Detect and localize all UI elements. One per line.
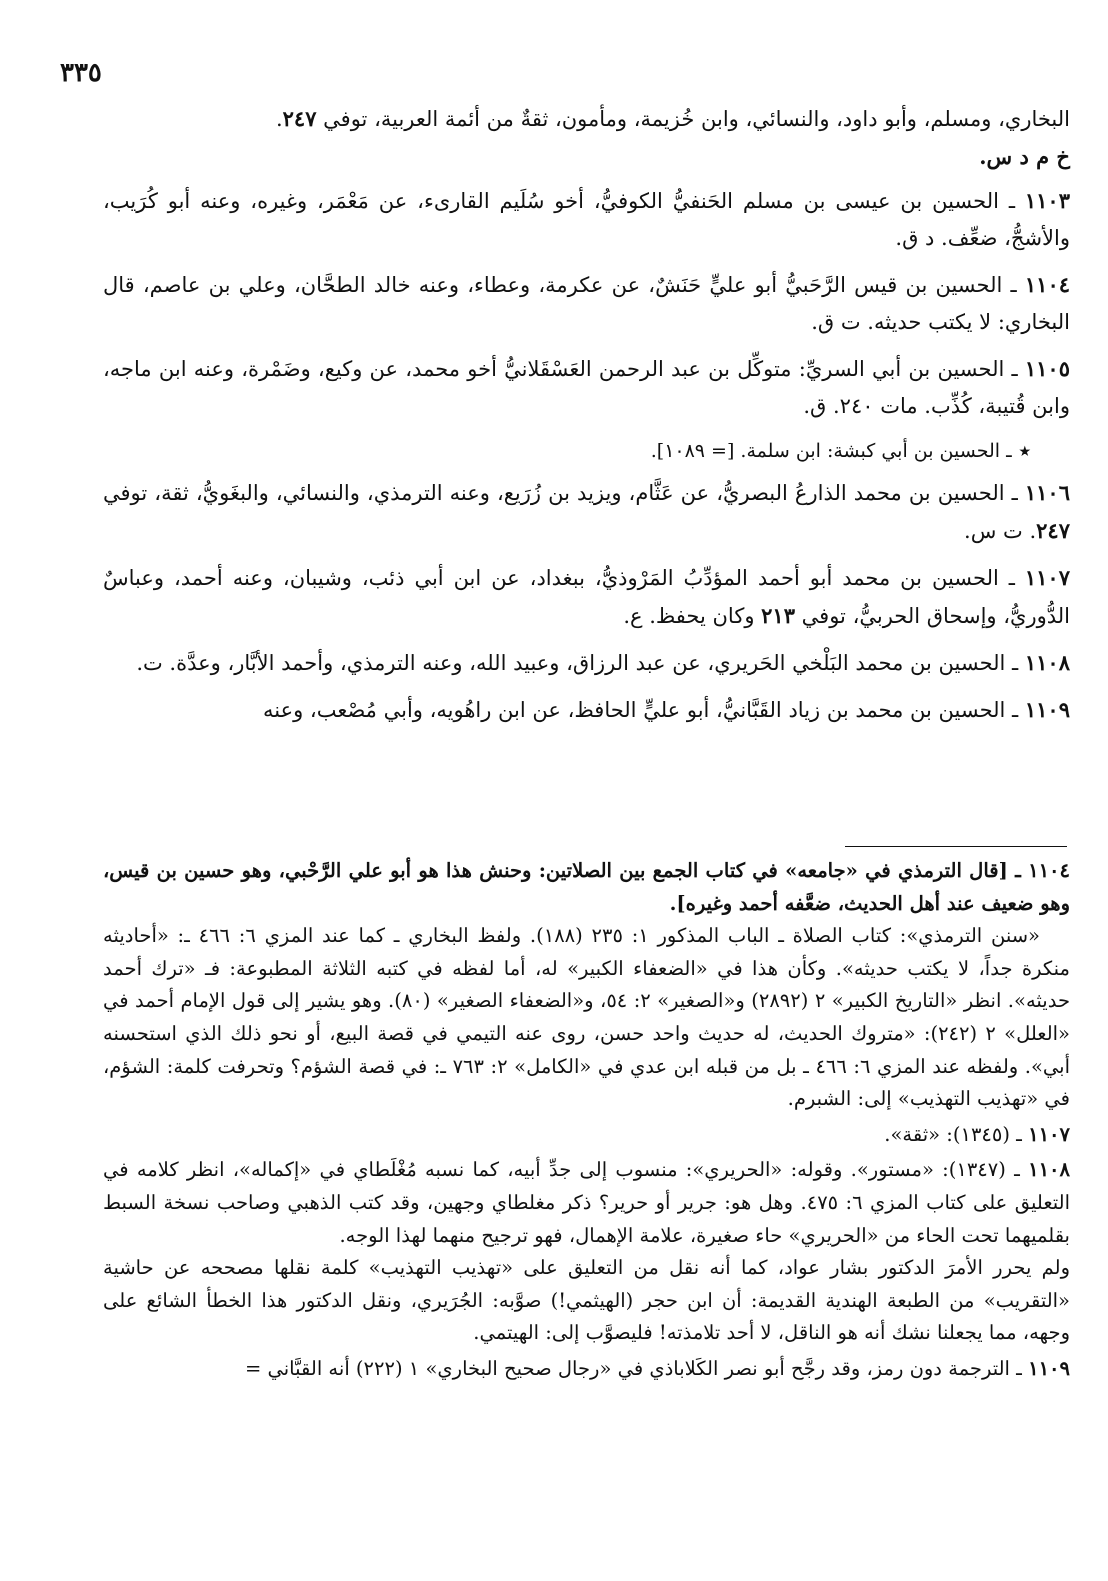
entry-text: ـ الحسين بن محمد أبو أحمد المؤدِّبُ المَرْوذيُّ، ببغداد، عن ابن أبي ذئب، وشيبان، وعنه أحمد، وعباسٌ الدُّوريُّ، وإسحاق الحربيُّ، توفي	[103, 566, 1070, 628]
entry-continuation	[103, 100, 1070, 176]
entry-text: ـ الحسين بن محمد الذارعُ البصريُّ، عن عَثَّام، ويزيد بن زُرَيع، وعنه الترمذي، والنسائي، والبغَويُّ، ثقة، توفي	[103, 481, 1025, 505]
entry-text: ـ الحسين بن أبي السريِّ: متوكِّل بن عبد الرحمن العَسْقَلانيُّ أخو محمد، عن وكيع، وضَمْرة، وعنه ابن ماجه، وابن قُتيبة، كُذِّب. مات ٢٤٠. ق.	[103, 357, 1070, 418]
entry-number: ١١٠٦	[1024, 480, 1070, 505]
footnote-heading	[103, 855, 1070, 920]
page-number: ٣٣٥	[60, 58, 102, 88]
asterisk-icon: ٭	[1019, 440, 1030, 462]
entry-text: ـ الحسين بن محمد البَلْخي الحَريري، عن عبد الرزاق، وعبيد الله، وعنه الترمذي، وأحمد الأبَّار، وعدَّة. ت.	[136, 651, 1025, 675]
footnote-1104	[103, 855, 1070, 1116]
footnote-text: ـ الترجمة دون رمز، وقد رجَّح أبو نصر الكَلاباذي في «رجال صحيح البخاري» ١ (٢٢٢) أنه القبَّاني =	[244, 1356, 1029, 1380]
entry-number: ١١٠٧	[1024, 565, 1070, 590]
cross-reference-text: ـ الحسين بن أبي كبشة: ابن سلمة. [= ١٠٨٩].	[650, 440, 1012, 462]
footnote-1109	[103, 1353, 1070, 1386]
footnote-number: ١١٠٤	[1028, 859, 1070, 882]
footnote-quote: ـ [قال الترمذي في «جامعه» في كتاب الجمع بين الصلاتين: وحنش هذا هو أبو علي الرَّحْبي، وهو حسين بن قيس، وهو ضعيف عند أهل الحديث، ضعَّفه أحمد وغيره].	[103, 859, 1070, 915]
entry-text: ـ الحسين بن عيسى بن مسلم الحَنفيُّ الكوفيُّ، أخو سُلَيم القارىء، عن مَعْمَر، وغيره، وعنه أبو كُرَيب، والأشجُّ، ضعِّف. د ق.	[103, 189, 1070, 250]
entry-text: ـ الحسين بن محمد بن زياد القَبَّانيُّ، أبو عليٍّ الحافظ، عن ابن راهُويه، وأبي مُصْعب، وعنه	[262, 698, 1025, 722]
entry-1103	[103, 182, 1070, 257]
entry-number: ١١٠٨	[1024, 650, 1070, 675]
main-text	[103, 100, 1070, 738]
death-year: ٢٤٧	[282, 106, 317, 131]
footnote-number: ١١٠٨	[1028, 1158, 1070, 1182]
footnote-text: ـ (١٣٤٧): «مستور». وقوله: «الحريري»: منسوب إلى جدِّ أبيه، كما نسبه مُغْلَطاي في «إكماله»، انظر كلامه في التعليق على كتاب المزي ٦: ٤٧٥. وهل هو: جرير أو حرير؟ ذكر مغلطاي وجهين، وقد كتب الذهبي وصاحب نسخة السبط بقلميهما تحت الحاء من «الحريري» حاء صغيرة، علامة الإهمال، فهو ترجيح منهما لهذا الوجه.	[103, 1158, 1070, 1247]
entry-1109	[103, 691, 1070, 729]
entry-1104	[103, 266, 1070, 341]
continuation-text: البخاري، ومسلم، وأبو داود، والنسائي، وابن خُزيمة، ومأمون، ثقةٌ من أئمة العربية، توفي	[316, 107, 1070, 131]
footnote-text: ـ (١٣٤٥): «ثقة».	[884, 1122, 1029, 1146]
death-year: ٢١٣	[761, 603, 795, 628]
entry-number: ١١٠٩	[1024, 697, 1070, 722]
entry-codes: . ت س.	[964, 519, 1037, 543]
entry-1106	[103, 474, 1070, 550]
entry-text: ـ الحسين بن قيس الرَّحَبيُّ أبو عليٍّ حَنَشٌ، عن عكرمة، وعطاء، وعنه خالد الطحَّان، وعلي بن عاصم، قال البخاري: لا يكتب حديثه. ت ق.	[103, 273, 1070, 334]
footnote-1107	[103, 1119, 1070, 1152]
entry-codes: وكان يحفظ. ع.	[623, 604, 762, 628]
entry-number: ١١٠٣	[1024, 188, 1070, 213]
entry-number: ١١٠٤	[1024, 272, 1071, 297]
footnote-first-paragraph	[103, 1154, 1070, 1252]
footnotes	[103, 855, 1070, 1389]
cross-reference	[103, 434, 1070, 468]
entry-1105	[103, 350, 1070, 425]
footnote-divider	[845, 846, 1067, 847]
entry-1108	[103, 644, 1070, 682]
entry-1107	[103, 559, 1070, 635]
footnote-1108	[103, 1154, 1070, 1350]
footnote-paragraph: «سنن الترمذي»: كتاب الصلاة ـ الباب المذكور ١: ٢٣٥ (١٨٨). ولفظ البخاري ـ كما عند المزي ٦: ٤٦٦ ـ: «أحاديثه منكرة جداً، لا يكتب حديثه». وكأن هذا في «الضعفاء الكبير» له، أما لفظه في كتبه الثلاثة المطبوعة: فـ «ترك أحمد حديثه». انظر «التاريخ الكبير» ٢ (٢٨٩٢) و«الصغير» ٢: ٥٤، و«الضعفاء الصغير» (٨٠). وهو يشير إلى قول الإمام أحمد في «العلل» ٢ (٢٤٢): «متروك الحديث، له حديث واحد حسن، روى عنه التيمي في قصة البيع، أو نحو ذلك الذي استحسنه أبي». ولفظه عند المزي ٦: ٤٦٦ ـ بل من قبله ابن عدي في «الكامل» ٢: ٧٦٣ ـ: في قصة الشؤم؟ وتحرفت كلمة: الشؤم، في «تهذيب التهذيب» إلى: الشبرم.	[103, 924, 1070, 1111]
continuation-end: .	[275, 107, 283, 131]
footnote-paragraph: ولم يحرر الأمرَ الدكتور بشار عواد، كما أنه نقل من التعليق على «تهذيب التهذيب» كلمة نقلها مصححه عن حاشية «التقريب» من الطبعة الهندية القديمة: أن ابن حجر (الهيثمي!) صوَّبه: الجُرَيري، ونقل الدكتور هذا الخطأ الشائع على وجهه، مما يجعلنا نشك أنه هو الناقل، لا أحد تلامذته! فليصوَّب إلى: الهيتمي.	[103, 1256, 1070, 1345]
entry-number: ١١٠٥	[1024, 356, 1070, 381]
footnote-number: ١١٠٧	[1028, 1122, 1070, 1146]
death-year: ٢٤٧	[1036, 518, 1070, 543]
footnote-number: ١١٠٩	[1028, 1356, 1070, 1380]
narrator-codes: خ م د س.	[979, 144, 1070, 169]
